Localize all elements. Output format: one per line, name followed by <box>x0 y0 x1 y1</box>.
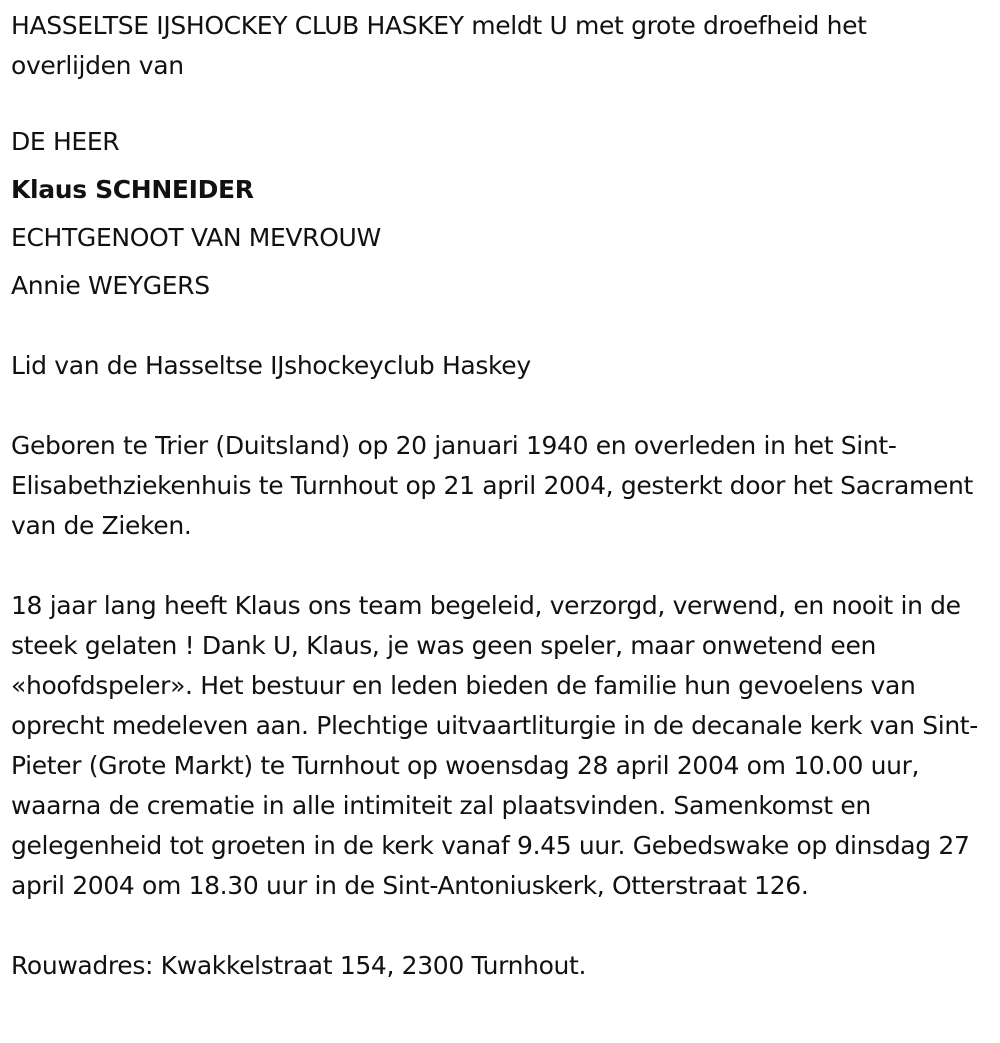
spouse-label: ECHTGENOOT VAN MEVROUW <box>11 223 381 252</box>
honorific: DE HEER <box>11 127 120 156</box>
birth-death-text: Geboren te Trier (Duitsland) op 20 januari 1940 en overleden in het Sint-Elisabethziekenhuis te Turnhout op 21 april 2004, gesterkt door het Sacrament van de Zieken. <box>11 431 973 540</box>
deceased-name: Klaus SCHNEIDER <box>11 175 254 204</box>
spouse-name: Annie WEYGERS <box>11 271 210 300</box>
deceased-block <box>11 118 989 310</box>
membership-text: Lid van de Hasseltse IJshockeyclub Haskey <box>11 351 531 380</box>
tribute-text: 18 jaar lang heeft Klaus ons team begeleid, verzorgd, verwend, en nooit in de steek gelaten ! Dank U, Klaus, je was geen speler, maar onwetend een «hoofdspeler». Het bestuur en leden bieden de familie hun gevoelens van oprecht medeleven aan. Plechtige uitvaartliturgie in de decanale kerk van Sint-Pieter (Grote Markt) te Turnhout op woensdag 28 april 2004 om 10.00 uur, waarna de crematie in alle intimiteit zal plaatsvinden. Samenkomst en gelegenheid tot groeten in de kerk vanaf 9.45 uur. Gebedswake op dinsdag 27 april 2004 om 18.30 uur in de Sint-Antoniuskerk, Otterstraat 126. <box>11 591 978 900</box>
intro-text: HASSELTSE IJSHOCKEY CLUB HASKEY meldt U met grote droefheid het overlijden van <box>11 11 867 80</box>
mourning-address: Rouwadres: Kwakkelstraat 154, 2300 Turnhout. <box>11 951 587 980</box>
